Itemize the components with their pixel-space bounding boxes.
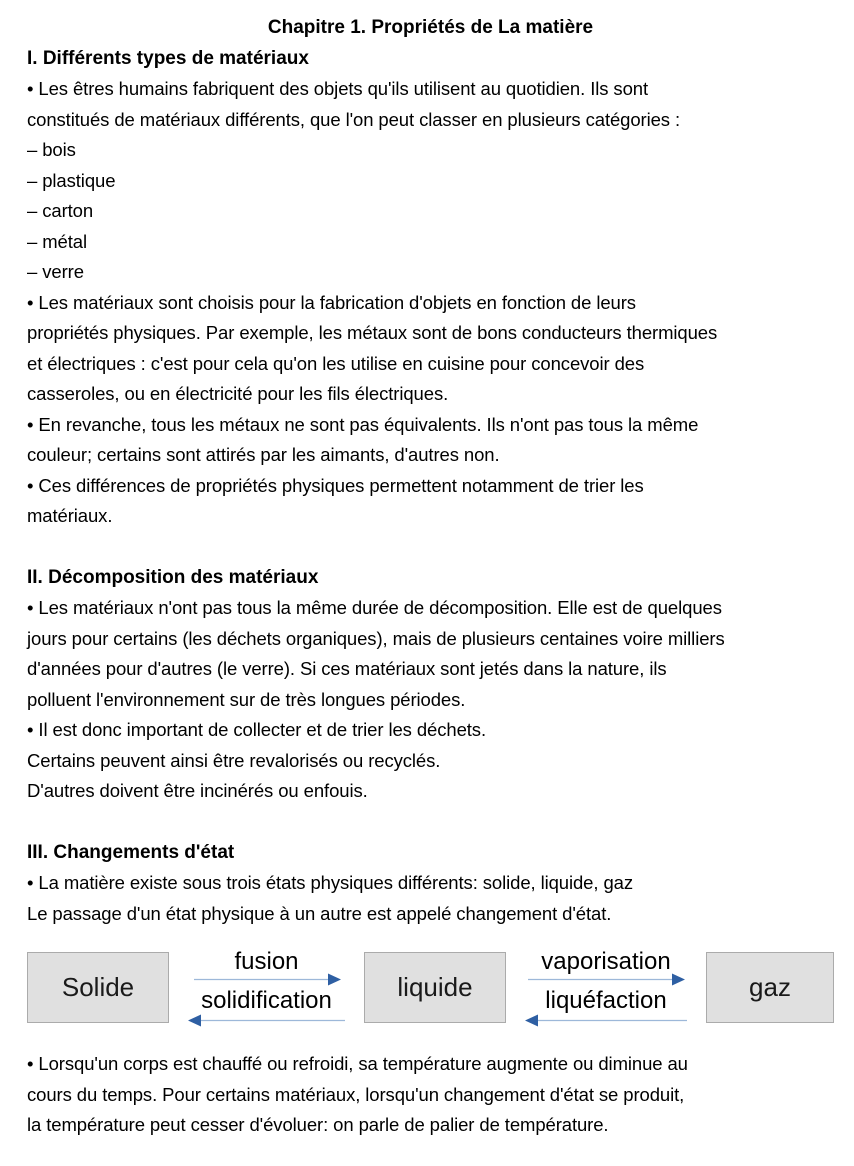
- arrow-right-icon: [192, 973, 342, 986]
- text-line: cours du temps. Pour certains matériaux, lorsqu'un changement d'état se produit,: [27, 1083, 685, 1105]
- section-changements-etat: [27, 838, 834, 930]
- section-materials-types: [27, 44, 834, 532]
- page-title: Chapitre 1. Propriétés de La matière: [267, 17, 594, 38]
- state-box-liquide: [364, 952, 506, 1023]
- arrow-left-icon: [524, 1014, 689, 1027]
- text-line: couleur; certains sont attirés par les aimants, d'autres non.: [27, 444, 500, 465]
- transition-label-solidification: solidification: [201, 986, 332, 1014]
- text-line: • En revanche, tous les métaux ne sont pas équivalents. Ils n'ont pas tous la même: [27, 413, 699, 435]
- list-item-metal: – métal: [27, 230, 87, 252]
- text-line: jours pour certains (les déchets organiques), mais de plusieurs centaines voire milliers: [27, 627, 725, 649]
- text-line: polluent l'environnement sur de très longues périodes.: [27, 688, 466, 710]
- section-heading: II. Décomposition des matériaux: [27, 566, 319, 588]
- arrow-right-icon: [526, 973, 686, 986]
- transition-liquide-gaz: [506, 948, 706, 1027]
- text-line: • Il est donc important de collecter et de trier les déchets.: [27, 719, 486, 740]
- list-item-plastique: – plastique: [27, 169, 116, 191]
- closing-paragraph: [27, 1049, 834, 1141]
- text-line: • Ces différences de propriétés physiques permettent notamment de trier les: [27, 474, 644, 496]
- text-line: et électriques : c'est pour cela qu'on les utilise en cuisine pour concevoir des: [27, 352, 645, 374]
- state-change-diagram: [27, 937, 834, 1037]
- text-line: • La matière existe sous trois états physiques différents: solide, liquide, gaz: [27, 872, 633, 893]
- forward-transition: [192, 948, 342, 986]
- forward-transition: [526, 948, 686, 986]
- section-decomposition: [27, 563, 834, 807]
- text-line: D'autres doivent être incinérés ou enfouis.: [27, 780, 368, 801]
- section-heading: I. Différents types de matériaux: [27, 47, 309, 69]
- transition-label-liquefaction: liquéfaction: [545, 986, 667, 1014]
- backward-transition: [187, 987, 347, 1027]
- text-line: • Lorsqu'un corps est chauffé ou refroidi, sa température augmente ou diminue au: [27, 1053, 688, 1074]
- state-label: Solide: [61, 972, 135, 1002]
- text-line: • Les matériaux n'ont pas tous la même durée de décomposition. Elle est de quelques: [27, 597, 722, 618]
- state-box-solide: [27, 952, 169, 1023]
- text-line: la température peut cesser d'évoluer: on parle de palier de température.: [27, 1114, 609, 1135]
- arrow-left-icon: [187, 1014, 347, 1027]
- text-line: matériaux.: [27, 505, 113, 526]
- list-item-verre: – verre: [27, 261, 84, 282]
- text-line: • Les êtres humains fabriquent des objets qu'ils utilisent au quotidien. Ils sont: [27, 78, 649, 99]
- text-line: Le passage d'un état physique à un autre est appelé changement d'état.: [27, 902, 612, 924]
- state-label: gaz: [749, 972, 791, 1002]
- transition-label-vaporisation: vaporisation: [541, 947, 671, 975]
- section-heading: III. Changements d'état: [27, 841, 235, 863]
- text-line: • Les matériaux sont choisis pour la fabrication d'objets en fonction de leurs: [27, 291, 636, 313]
- text-line: propriétés physiques. Par exemple, les métaux sont de bons conducteurs thermiques: [27, 322, 718, 343]
- text-line: Certains peuvent ainsi être revalorisés ou recyclés.: [27, 749, 441, 771]
- list-item-bois: – bois: [27, 139, 76, 160]
- state-label: liquide: [397, 972, 473, 1002]
- transition-solide-liquide: [169, 948, 364, 1027]
- text-line: constitués de matériaux différents, que l'on peut classer en plusieurs catégories :: [27, 108, 681, 130]
- list-item-carton: – carton: [27, 200, 94, 221]
- text-line: d'années pour d'autres (le verre). Si ces matériaux sont jetés dans la nature, ils: [27, 658, 667, 679]
- text-line: casseroles, ou en électricité pour les fils électriques.: [27, 383, 449, 404]
- backward-transition: [524, 987, 689, 1027]
- transition-label-fusion: fusion: [234, 947, 299, 975]
- state-box-gaz: [706, 952, 834, 1023]
